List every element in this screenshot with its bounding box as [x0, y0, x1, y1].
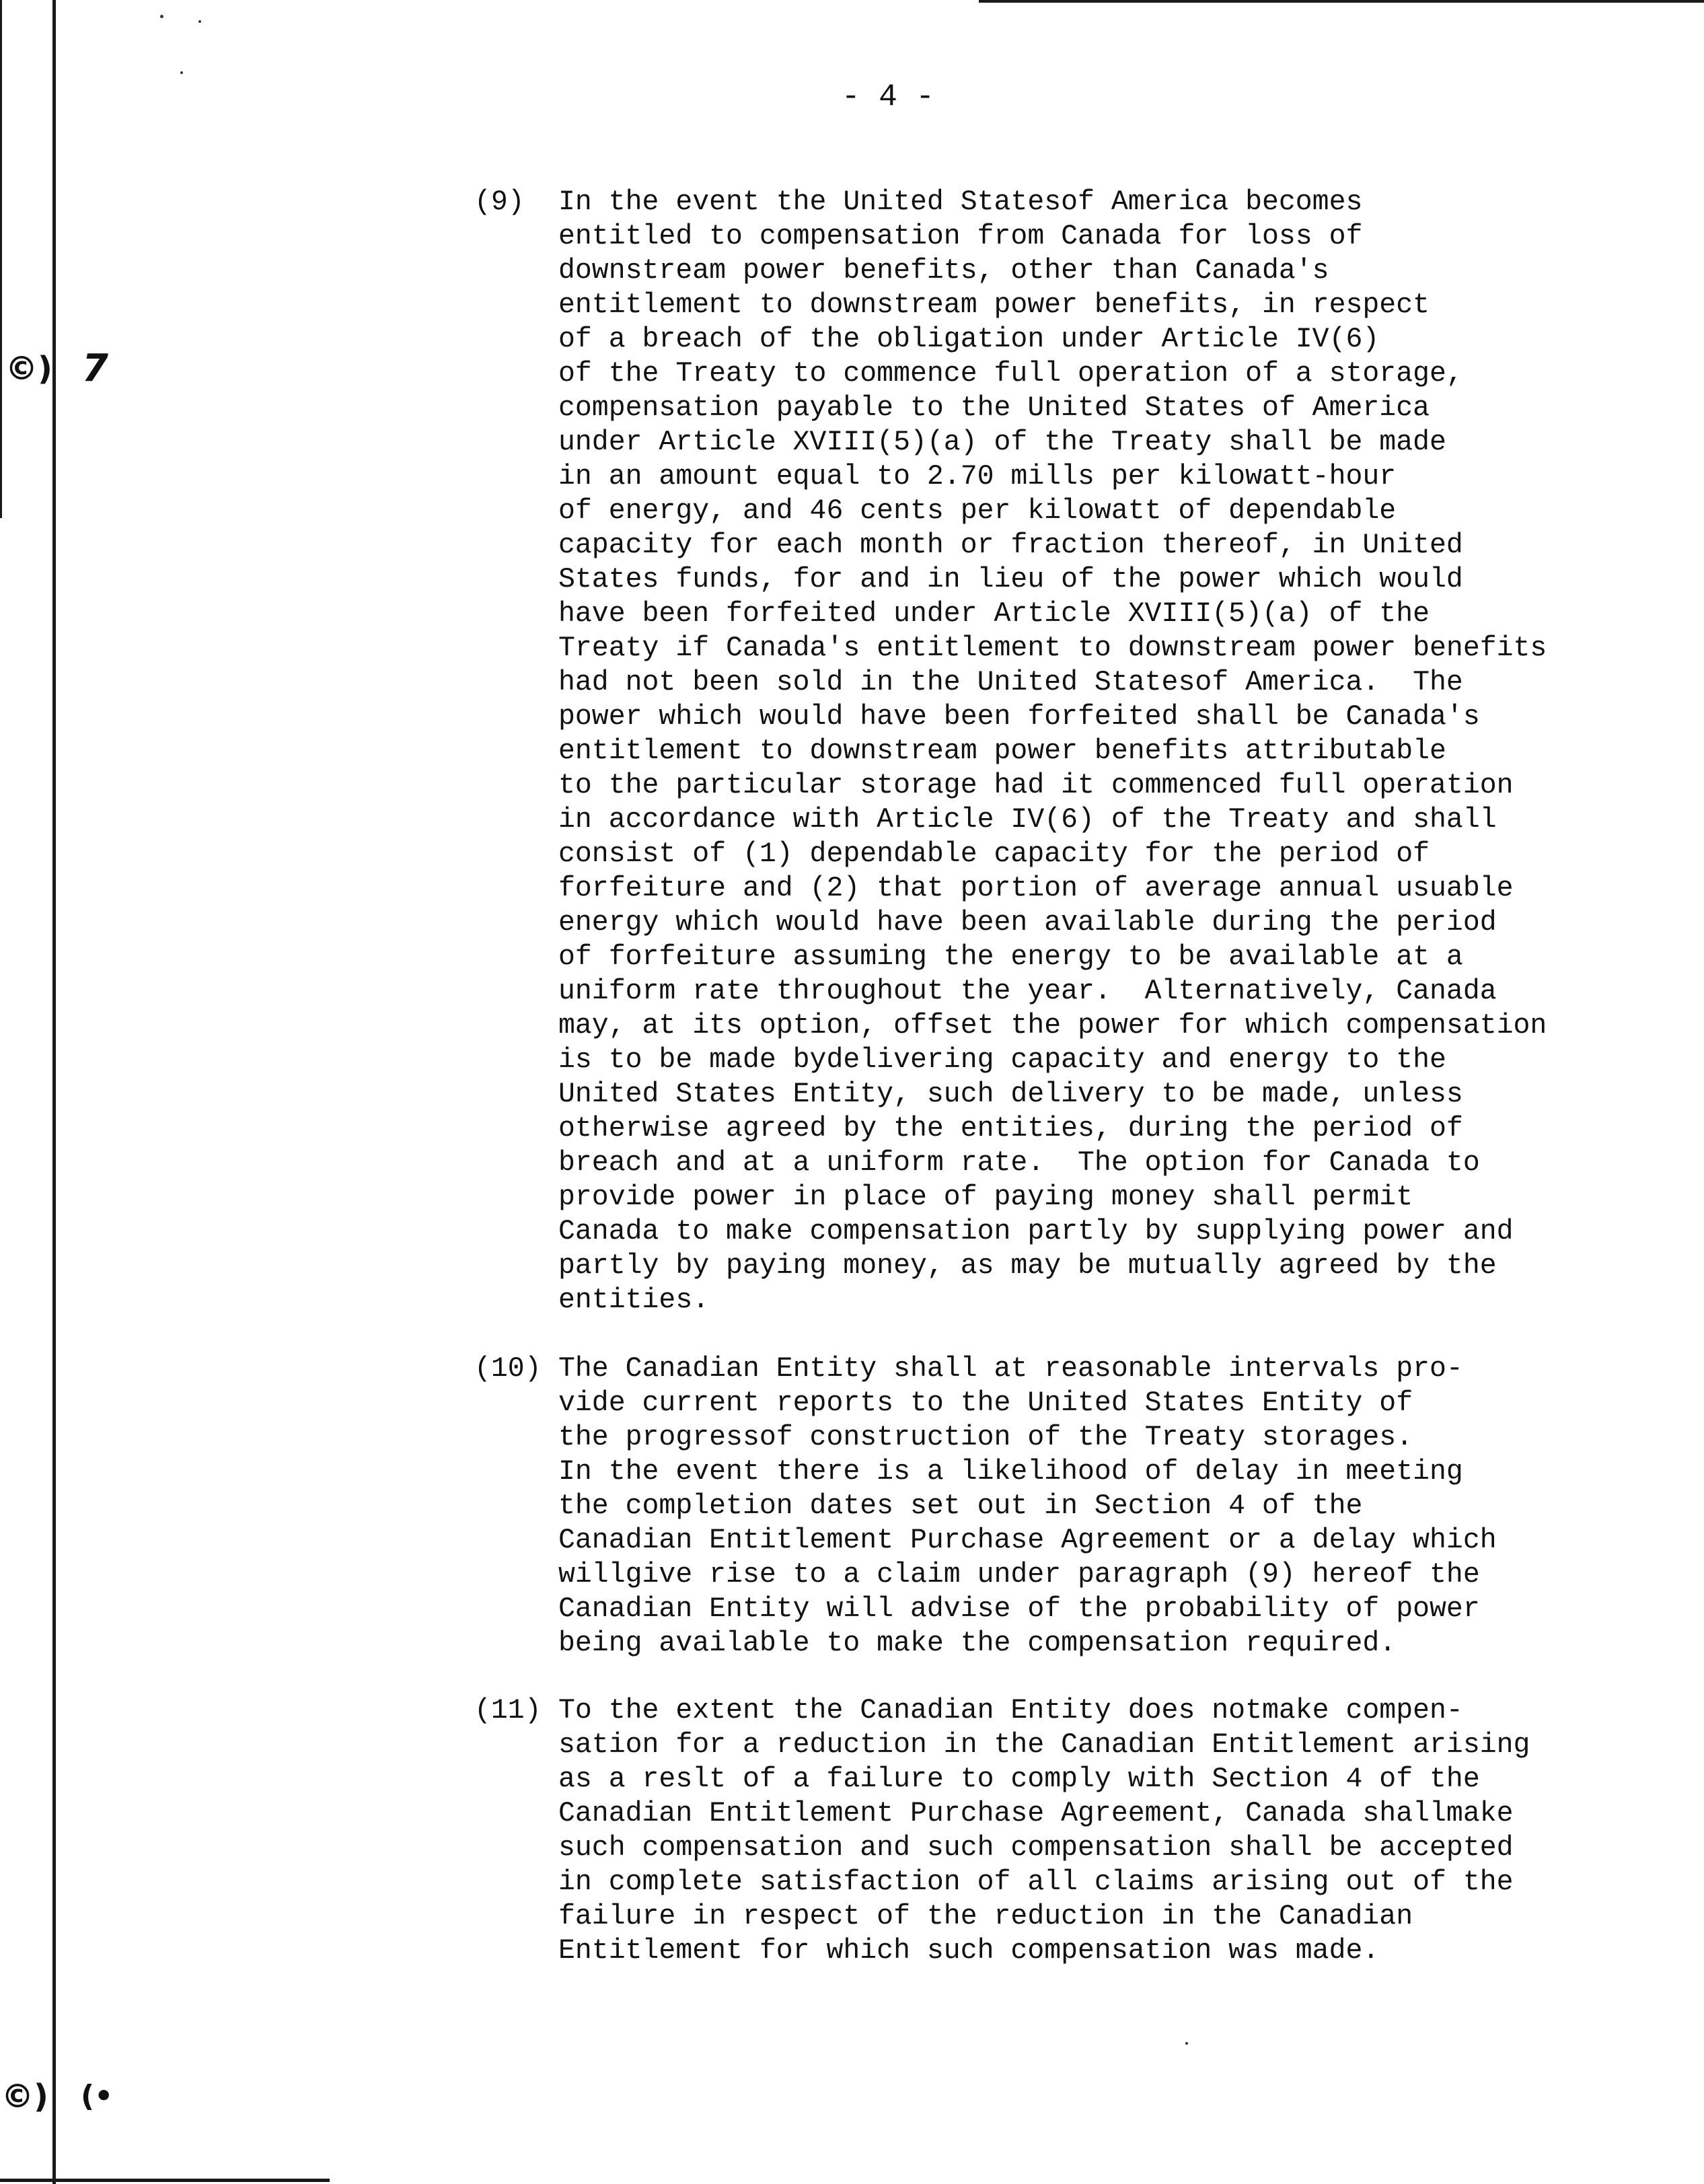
text-line: willgive rise to a claim under paragraph (9) hereof the: [558, 1559, 1480, 1591]
scan-speck: [198, 20, 201, 23]
text-line: in accordance with Article IV(6) of the Treaty and shall: [558, 804, 1497, 836]
text-line: sation for a reduction in the Canadian Entitlement arising: [558, 1729, 1530, 1761]
paragraph-number: (9): [474, 186, 525, 218]
text-line: such compensation and such compensation shall be accepted: [558, 1832, 1514, 1864]
text-line: consist of (1) dependable capacity for the period of: [558, 838, 1430, 870]
text-line: United States Entity, such delivery to be made, unless: [558, 1079, 1463, 1110]
text-line: otherwise agreed by the entities, during the period of: [558, 1113, 1463, 1144]
top-edge-rule: [979, 0, 1704, 3]
text-line: uniform rate throughout the year. Alternatively, Canada: [558, 976, 1497, 1007]
text-line: Entitlement for which such compensation was made.: [558, 1935, 1380, 1967]
text-line: downstream power benefits, other than Canada's: [558, 255, 1329, 287]
text-line: To the extent the Canadian Entity does notmake compen-: [558, 1695, 1463, 1726]
text-line: is to be made bydelivering capacity and energy to the: [558, 1044, 1446, 1076]
text-line: the completion dates set out in Section 4 of the: [558, 1490, 1363, 1522]
text-line: being available to make the compensation required.: [558, 1628, 1397, 1659]
text-line: Canadian Entitlement Purchase Agreement, Canada shallmake: [558, 1798, 1514, 1829]
text-line: power which would have been forfeited shall be Canada's: [558, 701, 1480, 733]
text-line: of a breach of the obligation under Article IV(6): [558, 324, 1380, 355]
paragraph-text: [558, 185, 1581, 1317]
text-line: partly by paying money, as may be mutually agreed by the: [558, 1250, 1497, 1282]
text-line: entitlement to downstream power benefits, in respect: [558, 289, 1430, 321]
paragraph-text: [558, 1694, 1581, 1968]
text-line: of the Treaty to commence full operation of a storage,: [558, 358, 1463, 390]
scan-speck: [1185, 2042, 1188, 2045]
margin-mark-top-left: ©): [5, 350, 52, 388]
text-line: Canadian Entitlement Purchase Agreement or a delay which: [558, 1525, 1497, 1556]
page-number: - 4 -: [841, 79, 935, 114]
margin-mark-bottom-right: (•: [81, 2079, 114, 2113]
text-line: entitled to compensation from Canada for loss of: [558, 221, 1363, 252]
text-line: had not been sold in the United Statesof America. The: [558, 667, 1463, 698]
text-line: entities.: [558, 1284, 710, 1316]
text-line: capacity for each month or fraction thereof, in United: [558, 530, 1463, 561]
text-line: The Canadian Entity shall at reasonable intervals pro-: [558, 1353, 1463, 1385]
text-line: energy which would have been available during the period: [558, 907, 1497, 939]
text-line: of energy, and 46 cents per kilowatt of dependable: [558, 495, 1397, 527]
margin-edge-rule: [0, 0, 2, 518]
text-line: In the event there is a likelihood of delay in meeting: [558, 1456, 1463, 1488]
bottom-edge-rule: [0, 2179, 330, 2182]
text-line: of forfeiture assuming the energy to be available at a: [558, 941, 1463, 973]
text-line: to the particular storage had it commenced full operation: [558, 770, 1514, 801]
paragraph-number: (10): [474, 1353, 542, 1385]
text-line: entitlement to downstream power benefits attributable: [558, 735, 1446, 767]
scan-speck: [160, 15, 163, 18]
text-line: may, at its option, offset the power for which compensation: [558, 1010, 1547, 1042]
text-line: Canada to make compensation partly by supplying power and: [558, 1216, 1514, 1247]
text-line: Treaty if Canada's entitlement to downstream power benefits: [558, 632, 1547, 664]
text-line: forfeiture and (2) that portion of average annual usuable: [558, 873, 1514, 904]
text-line: In the event the United Statesof America becomes: [558, 186, 1363, 218]
text-line: compensation payable to the United States of America: [558, 392, 1430, 424]
margin-mark-top-right: 7: [82, 347, 108, 390]
text-line: in an amount equal to 2.70 mills per kilowatt-hour: [558, 461, 1397, 493]
text-line: breach and at a uniform rate. The option for Canada to: [558, 1147, 1480, 1179]
margin-rule: [52, 0, 56, 2184]
margin-mark-bottom-left: ©): [1, 2078, 48, 2115]
text-line: Canadian Entity will advise of the probability of power: [558, 1593, 1480, 1625]
text-line: in complete satisfaction of all claims arising out of the: [558, 1866, 1514, 1898]
text-line: the progressof construction of the Treaty storages.: [558, 1422, 1413, 1453]
text-line: under Article XVIII(5)(a) of the Treaty shall be made: [558, 427, 1446, 458]
text-line: have been forfeited under Article XVIII(5)(a) of the: [558, 598, 1430, 630]
scan-speck: [180, 71, 183, 74]
text-line: States funds, for and in lieu of the power which would: [558, 564, 1463, 595]
text-line: failure in respect of the reduction in the Canadian: [558, 1901, 1413, 1932]
text-line: vide current reports to the United States Entity of: [558, 1387, 1413, 1419]
paragraph-text: [558, 1352, 1581, 1661]
text-line: as a reslt of a failure to comply with Section 4 of the: [558, 1763, 1480, 1795]
text-line: provide power in place of paying money shall permit: [558, 1181, 1413, 1213]
paragraph-number: (11): [474, 1695, 542, 1726]
